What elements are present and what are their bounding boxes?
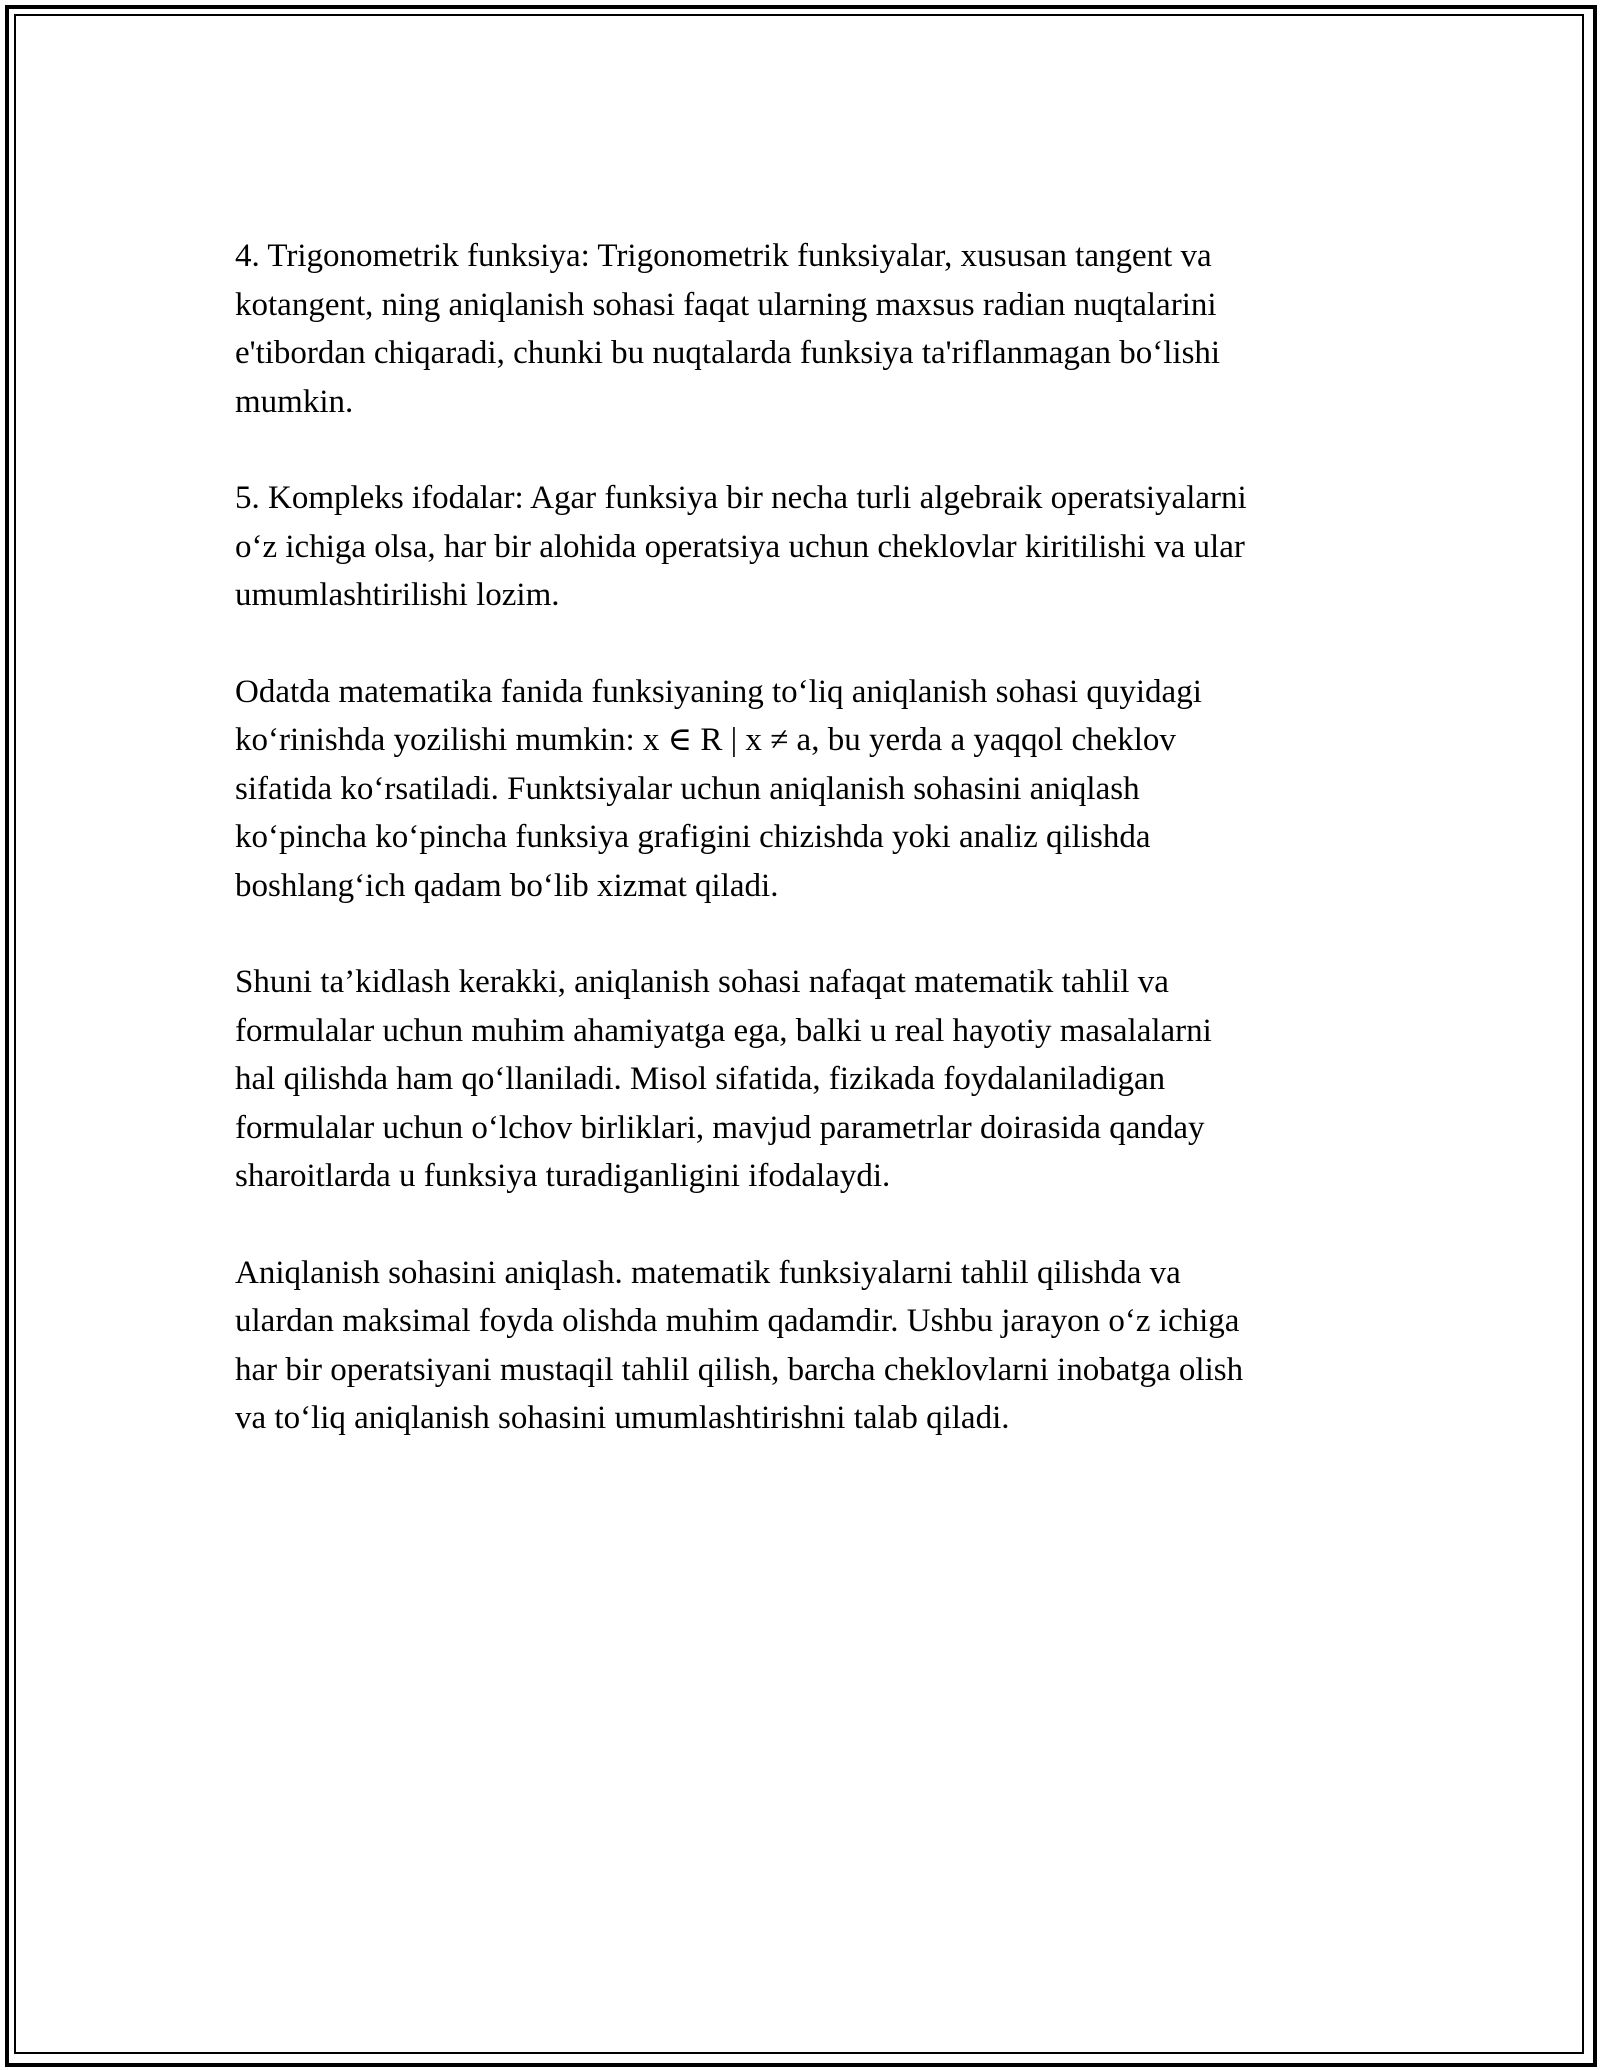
document-body [235, 232, 1385, 1491]
paragraph-real-life-applications: Shuni ta’kidlash kerakki, aniqlanish sohasi nafaqat matematik tahlil va formulalar uchun muhim ahamiyatga ega, balki u real hayotiy masalalarni hal qilishda ham qoʻllaniladi. Misol sifatida, fizikada foydalaniladigan formulalar uchun oʻlchov birliklari, mavjud parametrlar doirasida qanday sharoitlarda u funksiya turadiganligini ifodalaydi. [235, 964, 1212, 1194]
paragraph-domain-notation: Odatda matematika fanida funksiyaning toʻliq aniqlanish sohasi quyidagi koʻrinishda yozilishi mumkin: x ∈ R | x ≠ a, bu yerda a yaqqol cheklov sifatida koʻrsatiladi. Funktsiyalar uchun aniqlanish sohasini aniqlash koʻpincha koʻpincha funksiya grafigini chizishda yoki analiz qilishda boshlangʻich qadam boʻlib xizmat qiladi. [235, 673, 1202, 904]
paragraph-complex-expressions: 5. Kompleks ifodalar: Agar funksiya bir necha turli algebraik operatsiyalarni oʻz ichiga olsa, har bir alohida operatsiya uchun cheklovlar kiritilishi va ular umumlashtirilishi lozim. [235, 480, 1247, 613]
paragraph-conclusion: Aniqlanish sohasini aniqlash. matematik funksiyalarni tahlil qilishda va ulardan maksimal foyda olishda muhim qadamdir. Ushbu jarayon oʻz ichiga har bir operatsiyani mustaqil tahlil qilish, barcha cheklovlarni inobatga olish va toʻliq aniqlanish sohasini umumlashtirishni talab qiladi. [235, 1254, 1244, 1436]
paragraph-trigonometric-function: 4. Trigonometrik funksiya: Trigonometrik funksiyalar, xususan tangent va kotangent, ning aniqlanish sohasi faqat ularning maxsus radian nuqtalarini e'tibordan chiqaradi, chunki bu nuqtalarda funksiya ta'riflanmagan boʻlishi mumkin. [235, 238, 1221, 420]
